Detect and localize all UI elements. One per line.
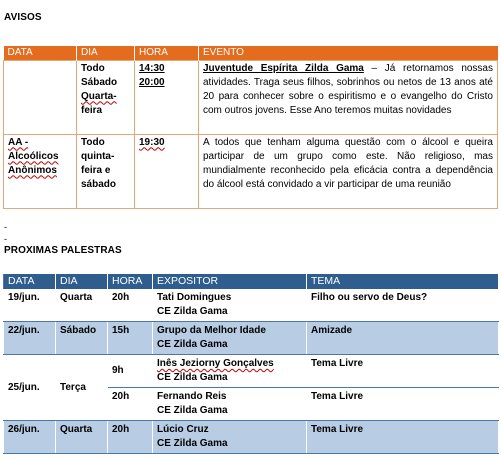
- avisos-cell-hora: [135, 60, 199, 134]
- avisos-cell-data: [4, 60, 77, 134]
- expositor-centro: CE Zilda Gama: [157, 438, 228, 449]
- header-evento: EVENTO: [199, 46, 498, 60]
- header-expositor: EXPOSITOR: [153, 274, 307, 289]
- avisos-row: [4, 60, 498, 134]
- dia-line: Todo: [81, 62, 105, 74]
- cell-tema: Tema Livre: [307, 421, 499, 454]
- cell-expositor: [153, 421, 307, 454]
- cell-data: 22/jun.: [4, 322, 56, 355]
- hora-line: 20:00: [139, 76, 165, 88]
- cell-hora: 20h: [108, 388, 153, 421]
- header-dia: DIA: [56, 274, 108, 289]
- separator-dash: -: [4, 222, 7, 232]
- evento-title: Juventude Espírita Zilda Gama: [203, 62, 364, 74]
- dia-line: Todo: [81, 136, 105, 148]
- expositor-name: Tati Domingues: [157, 292, 232, 303]
- dia-line: feira: [81, 104, 103, 116]
- expositor-centro: CE Zilda Gama: [157, 372, 228, 383]
- expositor-centro: CE Zilda Gama: [157, 306, 228, 317]
- header-data: DATA: [4, 274, 56, 289]
- cell-data: 19/jun.: [4, 289, 56, 322]
- header-tema: TEMA: [307, 274, 499, 289]
- cell-dia: Terça: [56, 355, 108, 421]
- avisos-header-row: [4, 46, 498, 60]
- avisos-cell-dia: [77, 134, 135, 208]
- header-hora: HORA: [108, 274, 153, 289]
- expositor-name: Lúcio Cruz: [157, 424, 209, 435]
- data-text: AA - Alcoólicos Anônimos: [8, 136, 59, 176]
- dia-line: sábado: [81, 178, 117, 190]
- dia-line: Sábado: [81, 76, 118, 88]
- cell-expositor: [153, 355, 307, 388]
- cell-tema: Tema Livre: [307, 355, 499, 388]
- avisos-cell-data: [4, 134, 77, 208]
- cell-expositor: [153, 289, 307, 322]
- cell-dia: Sábado: [56, 322, 108, 355]
- cell-data: 25/jun.: [4, 355, 56, 421]
- hora-line: 19:30: [139, 136, 165, 148]
- table-row: [4, 289, 499, 322]
- evento-text: – Já retornamos nossas atividades. Traga seus filhos, sobrinhos ou netos de 13 anos até 20 para conhecer sobre o espiritismo e o evangelho do Cristo com outros jovens. Esse Ano teremos muitas novidades: [203, 62, 493, 116]
- avisos-title: AVISOS: [4, 12, 42, 23]
- avisos-cell-dia: [77, 60, 135, 134]
- cell-hora: 15h: [108, 322, 153, 355]
- expositor-name: Grupo da Melhor Idade: [157, 325, 266, 336]
- table-row: [4, 322, 499, 355]
- palestras-title: PROXIMAS PALESTRAS: [4, 245, 122, 256]
- dia-line: Quarta-: [81, 90, 117, 102]
- avisos-cell-evento: [199, 60, 498, 134]
- cell-expositor: [153, 388, 307, 421]
- cell-tema: Tema Livre: [307, 388, 499, 421]
- cell-expositor: [153, 322, 307, 355]
- avisos-table: [3, 46, 498, 209]
- avisos-cell-hora: [135, 134, 199, 208]
- header-data: DATA: [4, 46, 77, 60]
- dia-line: quinta-: [81, 150, 115, 162]
- table-row: [4, 421, 499, 454]
- expositor-centro: CE Zilda Gama: [157, 339, 228, 350]
- header-hora: HORA: [135, 46, 199, 60]
- dia-line: feira e: [81, 164, 111, 176]
- cell-dia: Quarta: [56, 421, 108, 454]
- avisos-cell-evento: A todos que tenham alguma questão com o álcool e queira participar de um grupo como este. Não religioso, mas mundialmente reconhecido pela eficácia contra a dependência do álcool está convidado a vir participar de uma reunião: [199, 134, 498, 208]
- table-row: [4, 355, 499, 388]
- palestras-table: [3, 274, 499, 454]
- cell-hora: 9h: [108, 355, 153, 388]
- cell-hora: 20h: [108, 421, 153, 454]
- cell-tema: Amizade: [307, 322, 499, 355]
- expositor-name: Inês Jeziorny Gonçalves: [157, 358, 274, 369]
- hora-line: 14:30: [139, 62, 165, 74]
- header-dia: DIA: [77, 46, 135, 60]
- expositor-name: Fernando Reis: [157, 391, 227, 402]
- expositor-centro: CE Zilda Gama: [157, 405, 228, 416]
- cell-data: 26/jun.: [4, 421, 56, 454]
- cell-tema: Filho ou servo de Deus?: [307, 289, 499, 322]
- palestras-header-row: [4, 274, 499, 289]
- cell-hora: 20h: [108, 289, 153, 322]
- cell-dia: Quarta: [56, 289, 108, 322]
- separator-dash: -: [4, 234, 7, 244]
- avisos-row: [4, 134, 498, 208]
